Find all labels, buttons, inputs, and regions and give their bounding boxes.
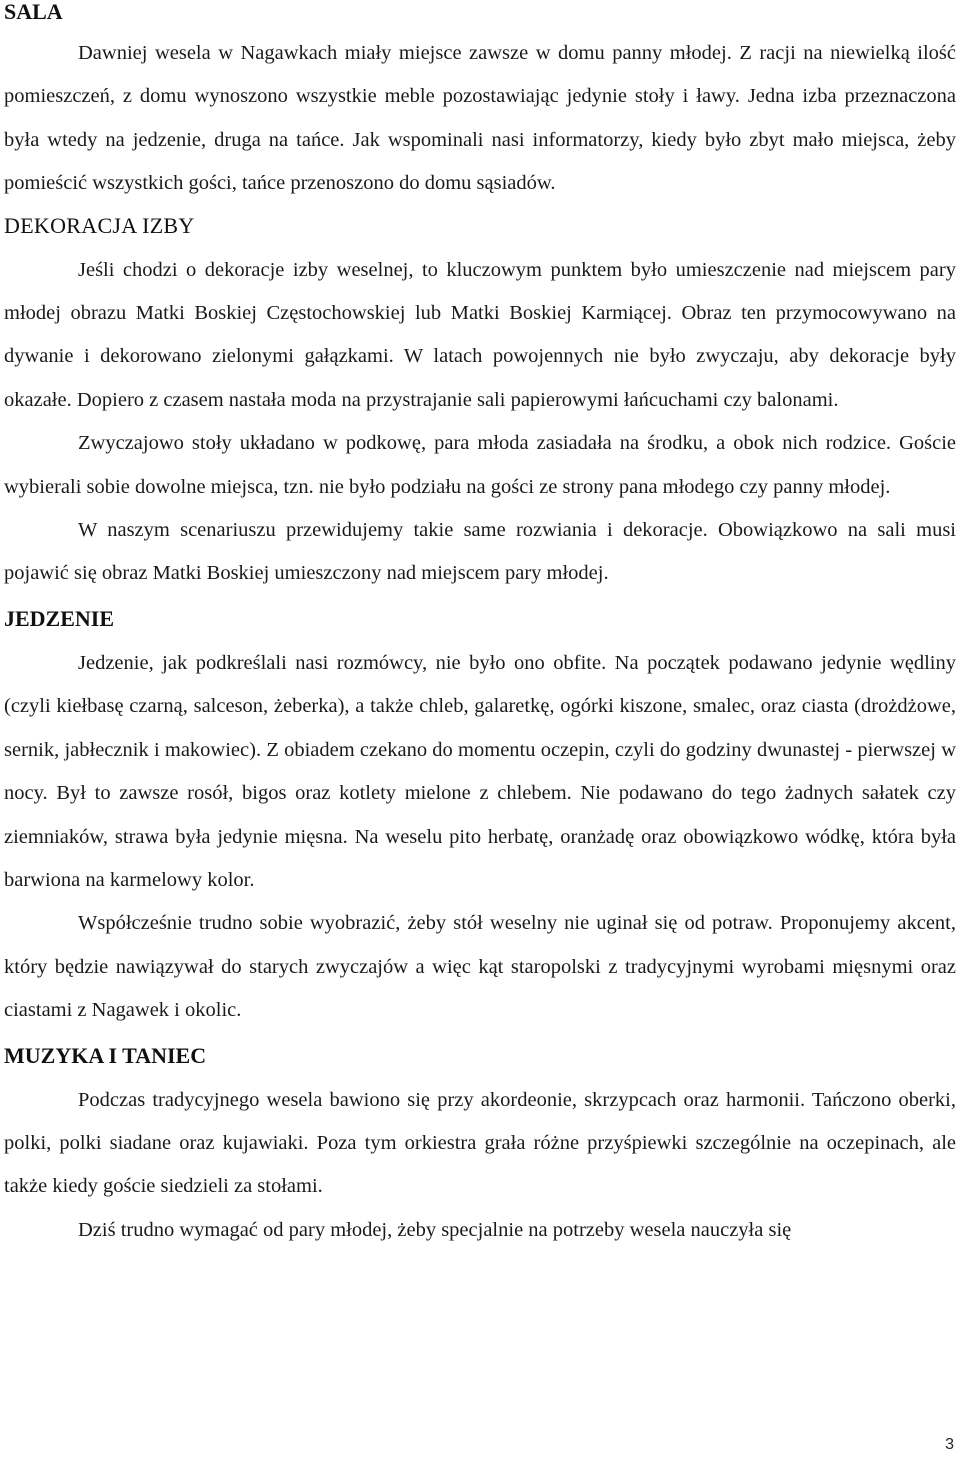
section-heading-dekoracja: DEKORACJA IZBY <box>4 212 195 238</box>
paragraph-text: Współcześnie trudno sobie wyobrazić, żeby stół weselny nie uginał się od potraw. Proponujemy akcent, który będzie nawiązywał do starych zwyczajów a więc kąt staropolski z tradycyjnymi wyrobami mięsnymi oraz ciastami z Nagawek i okolic. <box>4 912 956 1022</box>
page-number: 3 <box>945 1436 954 1453</box>
paragraph-text: Dziś trudno wymagać od pary młodej, żeby specjalnie na potrzeby wesela nauczyła się <box>78 1218 792 1241</box>
paragraph-text: Zwyczajowo stoły układano w podkowę, para młoda zasiadała na środku, a obok nich rodzice. Goście wybierali sobie dowolne miejsca, tzn. nie było podziału na gości ze strony pana młodego czy panny młodej. <box>4 432 956 498</box>
paragraph <box>4 249 956 423</box>
section-heading-muzyka: MUZYKA I TANIEC <box>4 1042 207 1068</box>
paragraph <box>4 642 956 902</box>
document-page <box>4 0 956 1252</box>
section-heading-sala: SALA <box>4 0 63 24</box>
paragraph <box>4 902 956 1032</box>
paragraph <box>4 1209 956 1252</box>
paragraph-text: W naszym scenariuszu przewidujemy takie same rozwiania i dekoracje. Obowiązkowo na sali musi pojawić się obraz Matki Boskiej umieszczony nad miejscem pary młodej. <box>4 519 956 585</box>
paragraph <box>4 422 956 509</box>
paragraph <box>4 1079 956 1209</box>
section-heading-jedzenie: JEDZENIE <box>4 605 115 631</box>
paragraph-text: Jeśli chodzi o dekoracje izby weselnej, to kluczowym punktem było umieszczenie nad miejscem pary młodej obrazu Matki Boskiej Częstochowskiej lub Matki Boskiej Karmiącej. Obraz ten przymocowywano na dywanie i dekorowano zielonymi gałązkami. W latach powojennych nie było zwyczaju, aby dekoracje były okazałe. Dopiero z czasem nastała moda na przystrajanie sali papierowymi łańcuchami czy balonami. <box>4 258 956 411</box>
paragraph-text: Podczas tradycyjnego wesela bawiono się przy akordeonie, skrzypcach oraz harmonii. Tańczono oberki, polki, polki siadane oraz kujawiaki. Poza tym orkiestra grała różne przyśpiewki szczególnie na oczepinach, ale także kiedy goście siedzieli za stołami. <box>4 1088 956 1198</box>
paragraph-text: Dawniej wesela w Nagawkach miały miejsce zawsze w domu panny młodej. Z racji na niewielką ilość pomieszczeń, z domu wynoszono wszystkie meble pozostawiając jedynie stoły i ławy. Jedna izba przeznaczona była wtedy na jedzenie, druga na tańce. Jak wspominali nasi informatorzy, kiedy było zbyt mało miejsca, żeby pomieścić wszystkich gości, tańce przenoszono do domu sąsiadów. <box>4 42 956 195</box>
paragraph <box>4 32 956 206</box>
paragraph-text: Jedzenie, jak podkreślali nasi rozmówcy, nie było ono obfite. Na początek podawano jedynie wędliny (czyli kiełbasę czarną, salceson, żeberka), a także chleb, galaretkę, ogórki kiszone, smalec, oraz ciasta (drożdżowe, sernik, jabłecznik i makowiec). Z obiadem czekano do momentu oczepin, czyli do godziny dwunastej - pierwszej w nocy. Był to zawsze rosół, bigos oraz kotlety mielone z chlebem. Nie podawano do tego żadnych sałatek czy ziemniaków, strawa była jedynie mięsna. Na weselu pito herbatę, oranżadę oraz obowiązkowo wódkę, która była barwiona na karmelowy kolor. <box>4 651 956 891</box>
paragraph <box>4 509 956 596</box>
